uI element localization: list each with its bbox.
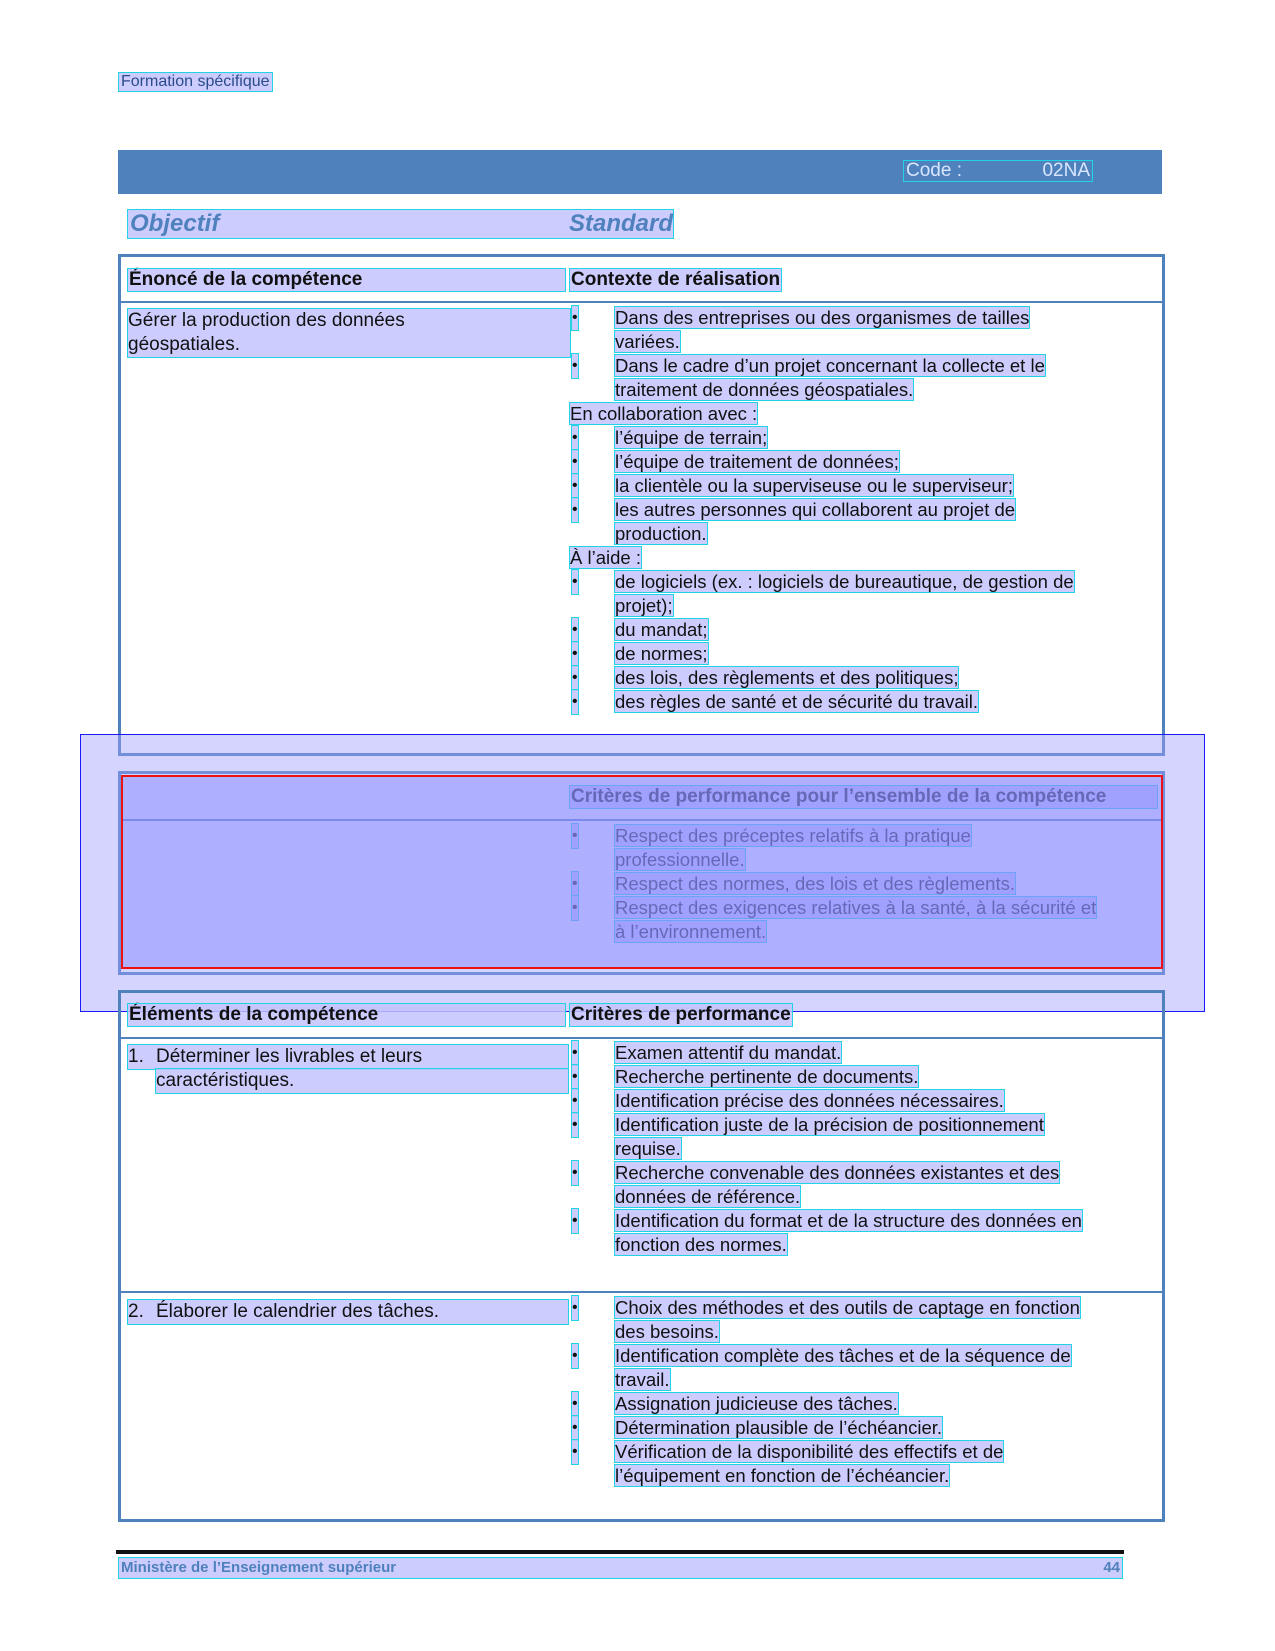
- list-item: [570, 1041, 1150, 1065]
- list-item-text: données de référence.: [615, 1186, 801, 1207]
- list-item-text: Identification juste de la précision de positionnement: [615, 1114, 1044, 1135]
- list-item: [570, 498, 1150, 546]
- list-item-text: À l’aide :: [570, 547, 641, 568]
- bullet-icon: •: [572, 426, 578, 450]
- list-item-text: Recherche convenable des données existantes et des: [615, 1162, 1060, 1183]
- table-divider: [121, 301, 1162, 303]
- list-item: [570, 1113, 1150, 1161]
- context-header: Contexte de réalisation: [571, 269, 781, 290]
- list-item-text: variées.: [615, 331, 680, 352]
- list-item: [570, 666, 1150, 690]
- bullet-icon: •: [572, 570, 578, 594]
- bullet-icon: •: [572, 306, 578, 330]
- elements-header: Éléments de la compétence: [128, 1004, 565, 1026]
- standard-title: Standard: [569, 210, 674, 237]
- list-item: [570, 306, 1150, 354]
- list-item-text: Assignation judicieuse des tâches.: [615, 1393, 898, 1414]
- list-item-text: Respect des normes, des lois et des règlements.: [615, 873, 1015, 894]
- list-item: [570, 450, 1150, 474]
- criteria-list-2: [570, 1296, 1150, 1488]
- list-item: [570, 1089, 1150, 1113]
- row-divider: [121, 1291, 1162, 1293]
- competence-statement: [128, 309, 570, 357]
- bullet-icon: •: [572, 1089, 578, 1113]
- bullet-icon: •: [572, 1392, 578, 1416]
- element-text-line: Élaborer le calendrier des tâches.: [156, 1301, 440, 1322]
- element-1: [128, 1045, 570, 1093]
- page-footer: [119, 1558, 1122, 1578]
- list-item-text: de normes;: [615, 643, 708, 664]
- list-item-text: la clientèle ou la superviseuse ou le superviseur;: [615, 475, 1013, 496]
- statement-line: géospatiales.: [128, 334, 240, 355]
- list-item: [570, 570, 1150, 618]
- list-item-text: Respect des préceptes relatifs à la pratique: [615, 825, 971, 846]
- bullet-icon: •: [572, 474, 578, 498]
- list-item: [570, 618, 1150, 642]
- list-item: [570, 642, 1150, 666]
- list-label: [570, 402, 1150, 426]
- code-value: 02NA: [1042, 160, 1090, 181]
- list-item-text: Recherche pertinente de documents.: [615, 1066, 919, 1087]
- list-item-text: Détermination plausible de l’échéancier.: [615, 1417, 943, 1438]
- list-item-text: fonction des normes.: [615, 1234, 787, 1255]
- bullet-icon: •: [572, 1209, 578, 1233]
- performance-criteria-header: Critères de performance: [571, 1004, 791, 1025]
- global-criteria-header: Critères de performance pour l’ensemble de la compétence: [570, 786, 1157, 808]
- list-item-text: à l’environnement.: [615, 921, 767, 942]
- code-label: Code :: [906, 160, 962, 181]
- bullet-icon: •: [572, 1296, 578, 1320]
- list-item-text: Respect des exigences relatives à la santé, à la sécurité et: [615, 897, 1097, 918]
- element-number: 2.: [128, 1301, 144, 1322]
- list-item-text: du mandat;: [615, 619, 708, 640]
- list-item: [570, 474, 1150, 498]
- page-number: 44: [1103, 1559, 1120, 1576]
- list-item-text: travail.: [615, 1369, 670, 1390]
- list-item: [570, 354, 1150, 402]
- statement-line: Gérer la production des données: [128, 310, 405, 331]
- element-text-line: Déterminer les livrables et leurs: [156, 1046, 423, 1067]
- bullet-icon: •: [572, 824, 578, 848]
- list-item: [570, 1440, 1150, 1488]
- competence-statement-header: Énoncé de la compétence: [128, 269, 565, 291]
- list-item: [570, 1065, 1150, 1089]
- list-item-text: l’équipe de traitement de données;: [615, 451, 899, 472]
- bullet-icon: •: [572, 1065, 578, 1089]
- list-item-text: l’équipement en fonction de l’échéancier.: [615, 1465, 950, 1486]
- list-item-text: de logiciels (ex. : logiciels de bureautique, de gestion de: [615, 571, 1074, 592]
- list-item: [570, 1344, 1150, 1392]
- list-item-text: Dans des entreprises ou des organismes de tailles: [615, 307, 1030, 328]
- list-item-text: professionnelle.: [615, 849, 745, 870]
- list-item-text: Vérification de la disponibilité des effectifs et de: [615, 1441, 1004, 1462]
- list-item-text: Dans le cadre d’un projet concernant la collecte et le: [615, 355, 1045, 376]
- list-item-text: production.: [615, 523, 707, 544]
- list-item-text: projet);: [615, 595, 673, 616]
- list-item: [570, 690, 1150, 714]
- list-item-text: Identification du format et de la structure des données en: [615, 1210, 1082, 1231]
- list-item: [570, 1416, 1150, 1440]
- element-text-line: caractéristiques.: [156, 1070, 295, 1091]
- element-number: 1.: [128, 1046, 144, 1067]
- criteria-list-1: [570, 1041, 1150, 1257]
- list-label: [570, 546, 1150, 570]
- footer-ministry: Ministère de l’Enseignement supérieur: [121, 1559, 397, 1576]
- list-item-text: des lois, des règlements et des politiques;: [615, 667, 959, 688]
- bullet-icon: •: [572, 1041, 578, 1065]
- code-banner: [118, 150, 1162, 194]
- title-row: [128, 210, 673, 238]
- bullet-icon: •: [572, 1344, 578, 1368]
- bullet-icon: •: [572, 498, 578, 522]
- list-item: [570, 1296, 1150, 1344]
- bullet-icon: •: [572, 690, 578, 714]
- document-section-label: Formation spécifique: [121, 73, 270, 90]
- list-item: [570, 426, 1150, 450]
- list-item-text: requise.: [615, 1138, 681, 1159]
- code-field: [904, 161, 1092, 181]
- bullet-icon: •: [572, 1440, 578, 1464]
- bullet-icon: •: [572, 618, 578, 642]
- bullet-icon: •: [572, 450, 578, 474]
- bullet-icon: •: [572, 1113, 578, 1137]
- list-item-text: Identification complète des tâches et de la séquence de: [615, 1345, 1071, 1366]
- bullet-icon: •: [572, 896, 578, 920]
- list-item-text: Examen attentif du mandat.: [615, 1042, 842, 1063]
- list-item-text: Identification précise des données nécessaires.: [615, 1090, 1004, 1111]
- list-item: [570, 1161, 1150, 1209]
- bullet-icon: •: [572, 642, 578, 666]
- footer-rule: [116, 1550, 1124, 1554]
- list-item-text: l’équipe de terrain;: [615, 427, 768, 448]
- list-item: [570, 1392, 1150, 1416]
- focus-region: [121, 775, 1163, 969]
- bullet-icon: •: [572, 1161, 578, 1185]
- bullet-icon: •: [572, 872, 578, 896]
- list-item: [570, 1209, 1150, 1257]
- bullet-icon: •: [572, 1416, 578, 1440]
- list-item-text: traitement de données géospatiales.: [615, 379, 914, 400]
- list-item-text: des besoins.: [615, 1321, 719, 1342]
- element-2: [128, 1300, 570, 1324]
- objective-title: Objectif: [130, 210, 220, 237]
- bullet-icon: •: [572, 666, 578, 690]
- list-item-text: En collaboration avec :: [570, 403, 758, 424]
- table-divider: [121, 1037, 1162, 1039]
- list-item-text: des règles de santé et de sécurité du travail.: [615, 691, 979, 712]
- context-list: [570, 306, 1150, 714]
- list-item-text: les autres personnes qui collaborent au projet de: [615, 499, 1016, 520]
- bullet-icon: •: [572, 354, 578, 378]
- list-item-text: Choix des méthodes et des outils de captage en fonction: [615, 1297, 1080, 1318]
